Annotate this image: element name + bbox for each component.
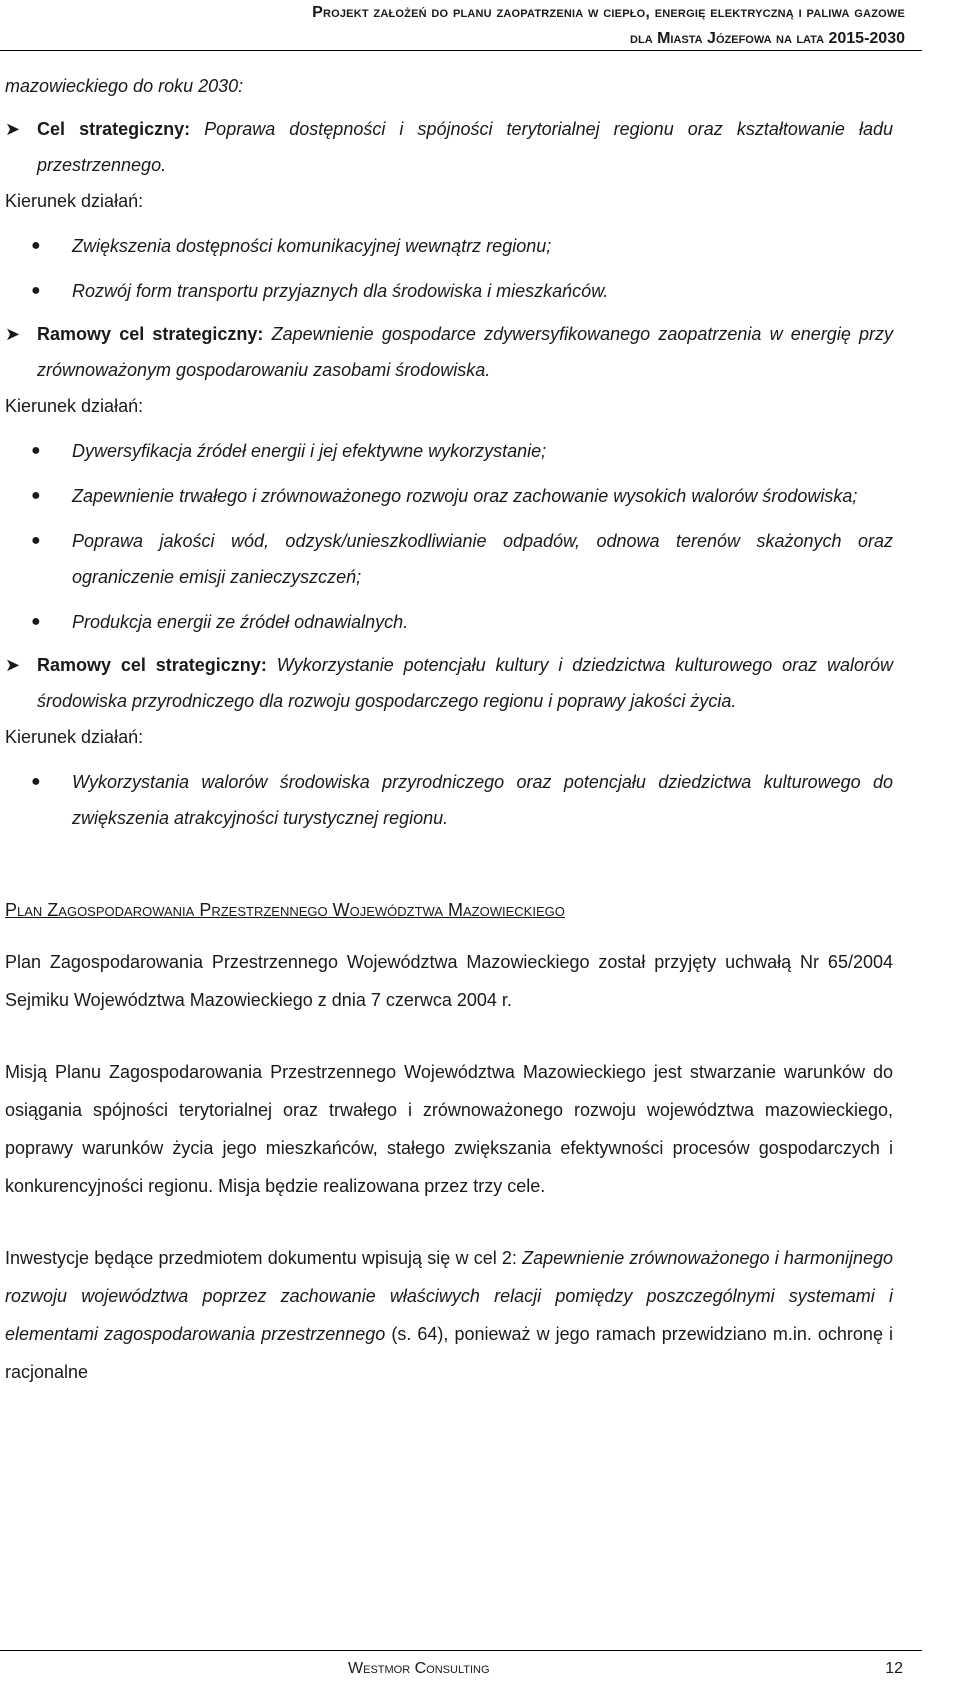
header-divider [0,50,922,51]
direction-item: ● Dywersyfikacja źródeł energii i jej efektywne wykorzystanie; [5,433,893,469]
goal-label: Ramowy cel strategiczny: [37,655,267,675]
document-body [5,68,893,1391]
goal-3 [5,647,893,719]
arrow-bullet-icon: ➤ [5,119,21,139]
footer-divider [0,1650,922,1651]
bullet-dot-icon: ● [31,442,41,459]
goal-text: Wykorzystanie potencjału kultury i dziedzictwa kulturowego oraz walorów środowiska przyrodniczego dla rozwoju gospodarczego regionu i poprawy jakości życia. [37,655,893,711]
direction-item: ● Produkcja energii ze źródeł odnawialnych. [5,604,893,640]
paragraph: Inwestycje będące przedmiotem dokumentu wpisują się w cel 2: Zapewnienie zrównoważonego i harmonijnego rozwoju województwa poprzez zachowanie właściwych relacji pomiędzy poszczególnymi systemami i elementami zagospodarowania przestrzennego (s. 64), ponieważ w jego ramach przewidziano m.in. ochronę i racjonalne [5,1248,894,1382]
direction-item: ● Rozwój form transportu przyjaznych dla środowiska i mieszkańców. [5,273,893,309]
goal-label: Cel strategiczny: [37,119,191,139]
direction-item: ● Zapewnienie trwałego i zrównoważonego rozwoju oraz zachowanie wysokich walorów środowiska; [5,478,893,514]
bullet-dot-icon: ● [31,237,41,254]
arrow-bullet-icon: ➤ [5,324,21,344]
page-header [0,0,960,48]
direction-item: ● Wykorzystania walorów środowiska przyrodniczego oraz potencjału dziedzictwa kulturowego do zwiększenia atrakcyjności turystycznej regionu. [5,764,893,836]
direction-item: ● Zwiększenia dostępności komunikacyjnej wewnątrz regionu; [5,228,893,264]
directions-label: Kierunek działań: [5,727,144,747]
paragraph: Misją Planu Zagospodarowania Przestrzennego Województwa Mazowieckiego jest stwarzanie warunków do osiągania spójności terytorialnej oraz trwałego i zrównoważonego rozwoju województwa mazowieckiego, poprawy warunków życia jego mieszkańców, stałego zwiększania efektywności procesów gospodarczych i konkurencyjności regionu. Misja będzie realizowana przez trzy cele. [5,1062,893,1196]
bullet-dot-icon: ● [31,773,41,790]
section-heading: Plan Zagospodarowania Przestrzennego Województwa Mazowieckiego [5,900,565,920]
footer-company: Westmor Consulting [348,1660,490,1677]
paragraph: Plan Zagospodarowania Przestrzennego Województwa Mazowieckiego został przyjęty uchwałą Nr 65/2004 Sejmiku Województwa Mazowieckiego z dnia 7 czerwca 2004 r. [5,952,893,1010]
goal-text: Zapewnienie gospodarce zdywersyfikowanego zaopatrzenia w energię przy zrównoważonym gospodarowaniu zasobami środowiska. [37,324,894,380]
directions-label: Kierunek działań: [5,396,144,416]
header-title-line2: dla Miasta Józefowa na lata 2015-2030 [630,30,905,47]
goal-text: Poprawa dostępności i spójności terytorialnej regionu oraz kształtowanie ładu przestrzennego. [37,119,893,175]
bullet-dot-icon: ● [31,282,41,299]
direction-item: ● Poprawa jakości wód, odzysk/unieszkodliwianie odpadów, odnowa terenów skażonych oraz ograniczenie emisji zanieczyszczeń; [5,523,893,595]
goal-1 [5,111,893,183]
goal-label: Ramowy cel strategiczny: [37,324,264,344]
arrow-bullet-icon: ➤ [5,655,21,675]
directions-label: Kierunek działań: [5,191,144,211]
page-number: 12 [885,1660,903,1677]
header-title-line1: Projekt założeń do planu zaopatrzenia w ciepło, energię elektryczną i paliwa gazowe [312,4,905,21]
bullet-dot-icon: ● [31,487,41,504]
bullet-dot-icon: ● [31,613,41,630]
bullet-dot-icon: ● [31,532,41,549]
intro-text: mazowieckiego do roku 2030: [5,76,244,96]
goal-2 [5,316,893,388]
